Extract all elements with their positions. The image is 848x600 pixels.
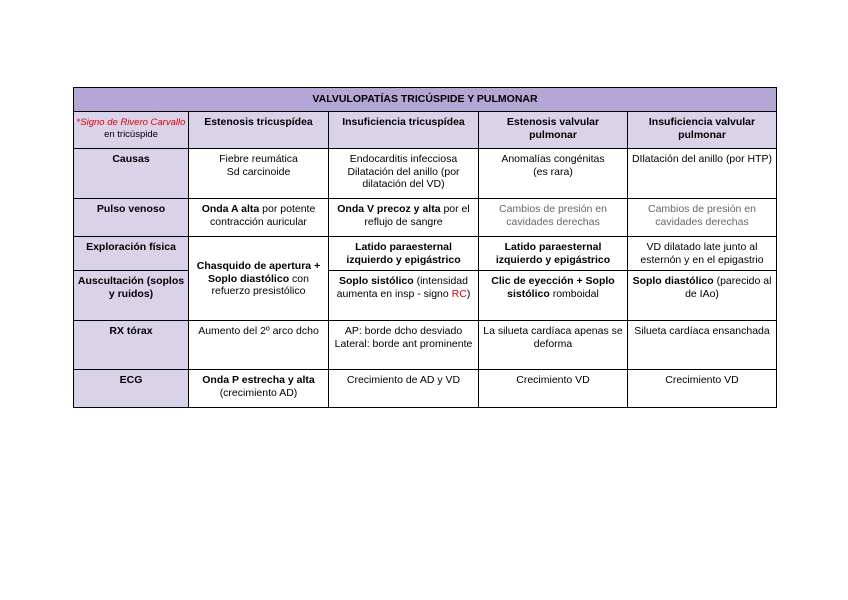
cell-causas-1: Fiebre reumática Sd carcinoide [189,149,329,199]
cell-causas-2: Endocarditis infecciosa Dilatación del anillo (por dilatación del VD) [329,149,479,199]
rivero-carvallo-sign: Signo de Rivero Carvallo [80,117,186,128]
cell-auscultacion-2 [329,271,479,321]
cell-auscultacion-2-bold: Soplo sistólico [339,275,414,287]
cell-auscultacion-1-bold: Chasquido de apertura + Soplo diastólico [196,260,321,285]
cell-pulso-2 [329,199,479,237]
cell-ecg-1 [189,370,329,408]
col-header-insuficiencia-pulmonar: Insuficiencia valvular pulmonar [628,112,777,149]
cell-rx-4: Silueta cardíaca ensanchada [628,321,777,370]
cell-ecg-2: Crecimiento de AD y VD [329,370,479,408]
rc-sign: RC [451,287,467,300]
cell-auscultacion-2-rest: (intensidad aumenta en insp - signo [336,275,468,300]
col-header-estenosis-tricuspidea: Estenosis tricuspídea [189,112,329,149]
cell-pulso-3: Cambios de presión en cavidades derechas [479,199,628,237]
cell-exploracion-3: Latido paraesternal izquierdo y epigástrico [479,237,628,271]
row-label-auscultacion: Auscultación (soplos y ruidos) [74,271,189,321]
cell-rx-2: AP: borde dcho desviado Lateral: borde ant prominente [329,321,479,370]
cell-auscultacion-3-bold: Clic de eyección + Soplo sistólico [491,275,615,300]
col-header-insuficiencia-tricuspidea: Insuficiencia tricuspídea [329,112,479,149]
row-label-rx: RX tórax [74,321,189,370]
asterisk: * [76,117,81,128]
cell-exploracion-2: Latido paraesternal izquierdo y epigástrico [329,237,479,271]
cell-ecg-3: Crecimiento VD [479,370,628,408]
row-label-exploracion: Exploración física [74,237,189,271]
row-label-pulso: Pulso venoso [74,199,189,237]
cell-ecg-1-bold: Onda P estrecha y alta [202,374,315,386]
cell-pulso-1 [189,199,329,237]
cell-auscultacion-4 [628,271,777,321]
cell-auscultacion-1 [189,237,329,321]
corner-note [74,112,189,149]
cell-pulso-1-rest: por potente contracción auricular [210,203,316,228]
cell-exploracion-4: VD dilatado late junto al esternón y en el epigastrio [628,237,777,271]
cell-auscultacion-3 [479,271,628,321]
cell-pulso-4: Cambios de presión en cavidades derechas [628,199,777,237]
cell-causas-4: DIlatación del anillo (por HTP) [628,149,777,199]
row-label-causas: Causas [74,149,189,199]
cell-pulso-2-bold: Onda V precoz y alta [337,203,441,215]
row-label-ecg: ECG [74,370,189,408]
cell-pulso-2-rest: por el reflujo de sangre [364,203,470,228]
cell-ecg-4: Crecimiento VD [628,370,777,408]
valvulopathy-table [73,87,777,408]
cell-auscultacion-3-rest: romboidal [549,287,599,300]
cell-pulso-1-bold: Onda A alta [201,203,260,215]
cell-auscultacion-2-end: ) [466,287,471,300]
cell-auscultacion-1-rest: con refuerzo presistólico [211,272,309,298]
col-header-estenosis-pulmonar: Estenosis valvular pulmonar [479,112,628,149]
cell-auscultacion-4-bold: Soplo diastólico [632,275,714,287]
cell-ecg-1-rest: (crecimiento AD) [219,386,298,399]
cell-rx-3: La silueta cardíaca apenas se deforma [479,321,628,370]
table-title: VALVULOPATÍAS TRICÚSPIDE Y PULMONAR [74,88,777,112]
cell-auscultacion-4-rest: (parecido al de IAo) [685,275,772,300]
cell-causas-3: Anomalías congénitas (es rara) [479,149,628,199]
cell-rx-1: Aumento del 2º arco dcho [189,321,329,370]
corner-rest: en tricúspide [104,128,158,140]
